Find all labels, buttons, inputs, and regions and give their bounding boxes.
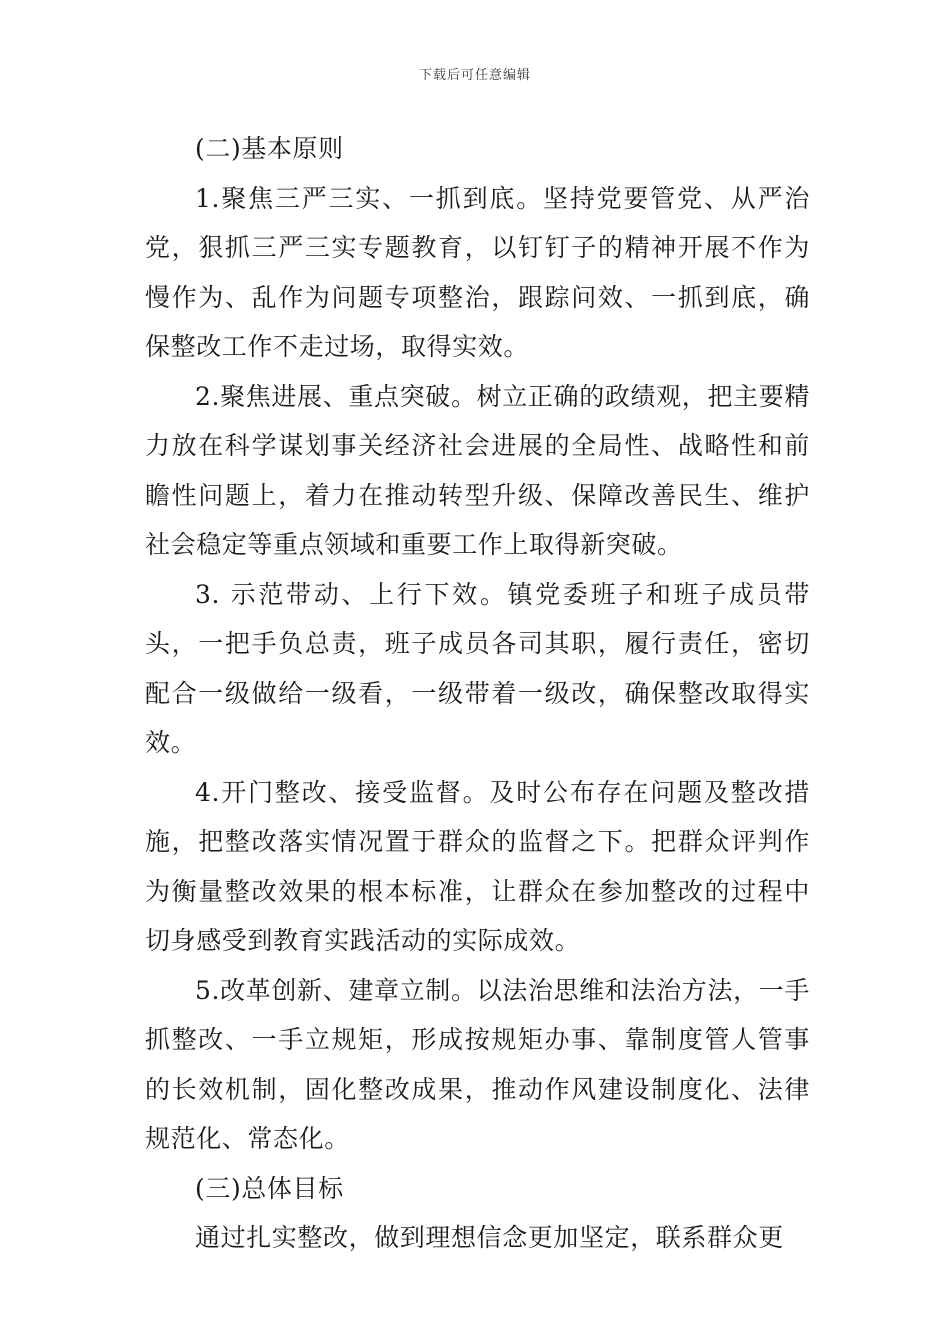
page-header-note: 下载后可任意编辑 — [418, 68, 531, 83]
principle-paragraph-2: 2.聚焦进展、重点突破。树立正确的政绩观，把主要精力放在科学谋划事关经济社会进展的全局性、战略性和前瞻性问题上，着力在推动转型升级、保障改善民生、维护社会稳定等重点领域和重要工作上取得新突破。 — [145, 381, 810, 559]
document-body — [145, 124, 810, 1263]
principle-paragraph-1: 1.聚焦三严三实、一抓到底。坚持党要管党、从严治党，狠抓三严三实专题教育，以钉钉子的精神开展不作为慢作为、乱作为问题专项整治，跟踪问效、一抓到底，确保整改工作不走过场，取得实效。 — [145, 183, 810, 361]
principle-paragraph-4: 4.开门整改、接受监督。及时公布存在问题及整改措施，把整改落实情况置于群众的监督之下。把群众评判作为衡量整改效果的根本标准，让群众在参加整改的过程中切身感受到教育实践活动的实际成效。 — [145, 777, 810, 955]
goal-paragraph: 通过扎实整改，做到理想信念更加坚定，联系群众更 — [195, 1223, 784, 1252]
section-heading-basic-principles: (二)基本原则 — [195, 134, 344, 163]
principle-paragraph-3: 3. 示范带动、上行下效。镇党委班子和班子成员带头，一把手负总责，班子成员各司其职，履行责任，密切配合一级做给一级看，一级带着一级改，确保整改取得实效。 — [145, 579, 810, 757]
principle-paragraph-5: 5.改革创新、建章立制。以法治思维和法治方法，一手抓整改、一手立规矩，形成按规矩办事、靠制度管人管事的长效机制，固化整改成果，推动作风建设制度化、法律规范化、常态化。 — [145, 975, 810, 1153]
section-heading-overall-goal: (三)总体目标 — [195, 1173, 344, 1203]
